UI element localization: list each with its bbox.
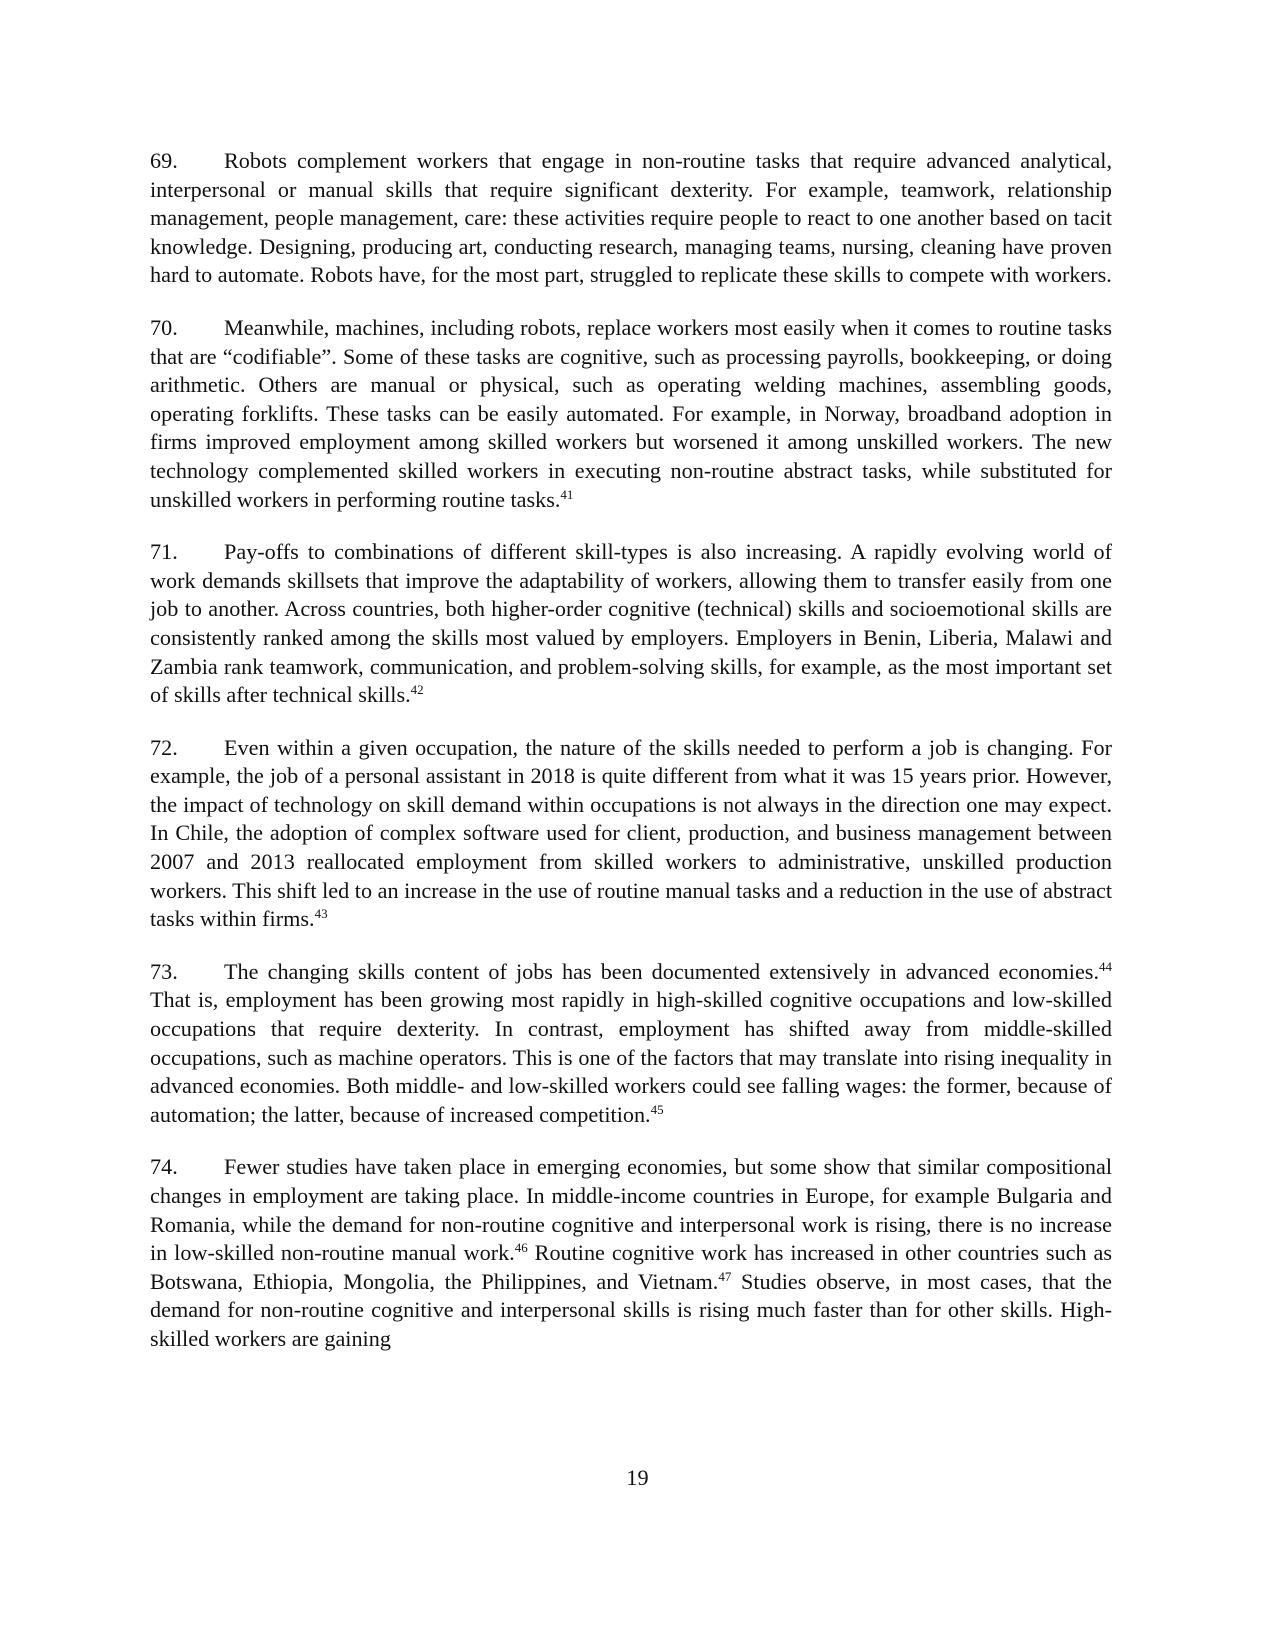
paragraph-74 <box>150 1153 1112 1353</box>
paragraph-70 <box>150 314 1112 514</box>
footnote-ref-47[interactable]: 47 <box>718 1268 732 1284</box>
footnote-ref-44[interactable]: 44 <box>1099 958 1112 974</box>
paragraph-number: 69. <box>150 148 178 173</box>
paragraph-73 <box>150 958 1112 1130</box>
paragraph-number: 72. <box>150 734 178 760</box>
paragraph-text: The changing skills content of jobs has been documented extensively in advanced economies. <box>224 958 1099 984</box>
paragraph-text: Pay-offs to combinations of different skill-types is also increasing. A rapidly evolving world of work demands skillsets that improve the adaptability of workers, allowing them to transfer easily from one job to another. Across countries, both higher-order cognitive (technical) skills and socioemotional skills are consistently ranked among the skills most valued by employers. Employers in Benin, Liberia, Malawi and Zambia rank teamwork, communication, and problem-solving skills, for example, as the most important set of skills after technical skills. <box>150 539 1112 708</box>
footnote-ref-46[interactable]: 46 <box>514 1240 528 1256</box>
paragraph-text: Studies observe, in most cases, that the demand for non-routine cognitive and interpersonal skills is rising much faster than for other skills. High-skilled workers are gaining <box>150 1268 1113 1351</box>
paragraph-number: 71. <box>150 539 178 565</box>
paragraph-number: 74. <box>150 1154 178 1180</box>
paragraph-text: Meanwhile, machines, including robots, replace workers most easily when it comes to routine tasks that are “codifiable”. Some of these tasks are cognitive, such as processing payrolls, bookkeeping, or doing arithmetic. Others are manual or physical, such as operating welding machines, assembling goods, operating forklifts. These tasks can be easily automated. For example, in Norway, broadband adoption in firms improved employment among skilled workers but worsened it among unskilled workers. The new technology complemented skilled workers in executing non-routine abstract tasks, while substituted for unskilled workers in performing routine tasks. <box>150 314 1112 512</box>
paragraph-72 <box>150 734 1112 934</box>
footnote-ref-41[interactable]: 41 <box>560 486 574 502</box>
paragraph-number: 73. <box>150 958 178 984</box>
paragraph-text: Even within a given occupation, the nature of the skills needed to perform a job is changing. For example, the job of a personal assistant in 2018 is quite different from what it was 15 years prior. However, the impact of technology on skill demand within occupations is not always in the direction one may expect. In Chile, the adoption of complex software used for client, production, and business management between 2007 and 2013 reallocated employment from skilled workers to administrative, unskilled production workers. This shift led to an increase in the use of routine manual tasks and a reduction in the use of abstract tasks within firms. <box>150 734 1113 932</box>
paragraph-71 <box>150 538 1112 710</box>
page-number: 19 <box>626 1465 649 1490</box>
paragraph-text: Fewer studies have taken place in emerging economies, but some show that similar compositional changes in employment are taking place. In middle-income countries in Europe, for example Bulgaria and Romania, while the demand for non-routine cognitive and interpersonal work is rising, there is no increase in low-skilled non-routine manual work. <box>150 1154 1112 1266</box>
footnote-ref-43[interactable]: 43 <box>314 906 328 922</box>
footnote-ref-45[interactable]: 45 <box>650 1101 664 1117</box>
paragraph-number: 70. <box>150 314 178 340</box>
paragraph-69 <box>150 147 1112 290</box>
footnote-ref-42[interactable]: 42 <box>410 682 424 698</box>
paragraph-text: Robots complement workers that engage in non-routine tasks that require advanced analytical, interpersonal or manual skills that require significant dexterity. For example, teamwork, relationship management, people management, care: these activities require people to react to one another based on tacit knowledge. Designing, producing art, conducting research, managing teams, nursing, cleaning have proven hard to automate. Robots have, for the most part, struggled to replicate these skills to compete with workers. <box>150 148 1112 288</box>
paragraph-text: Routine cognitive work has increased in other countries such as Botswana, Ethiopia, Mongolia, the Philippines, and Vietnam. <box>150 1240 1112 1294</box>
page-body <box>150 147 1112 1378</box>
paragraph-text: That is, employment has been growing most rapidly in high-skilled cognitive occupations and low-skilled occupations that require dexterity. In contrast, employment has shifted away from middle-skilled occupations, such as machine operators. This is one of the factors that may translate into rising inequality in advanced economies. Both middle- and low-skilled workers could see falling wages: the former, because of automation; the latter, because of increased competition. <box>150 987 1112 1127</box>
